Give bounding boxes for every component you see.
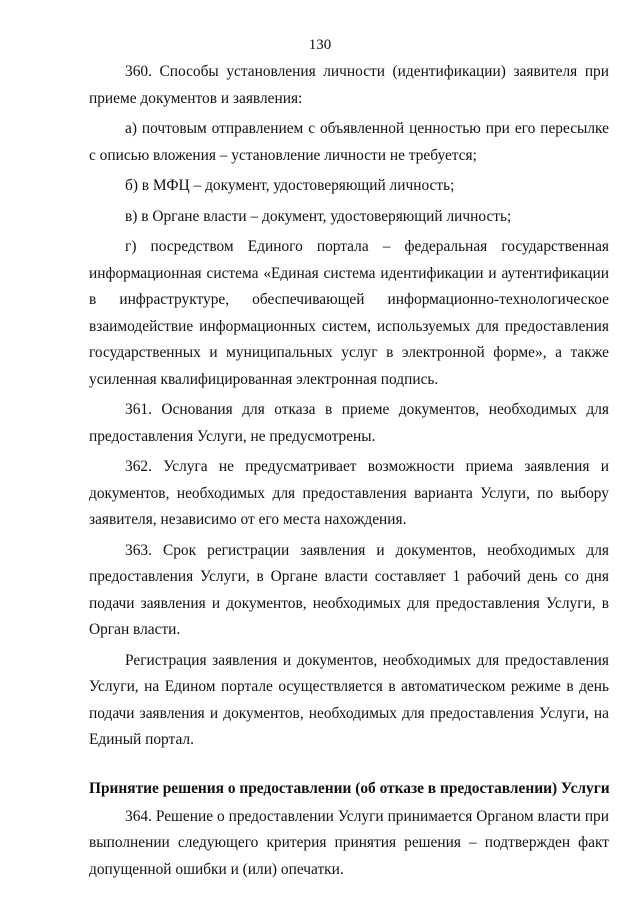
paragraph-360-c: в) в Органе власти – документ, удостоверяющий личность; (125, 207, 512, 225)
page-number: 130 (308, 37, 332, 53)
paragraph-363: 363. Срок регистрации заявления и документов, необходимых для предоставления Услуги, в Органе власти составляет 1 рабочий день со дня подачи заявления и документов, необходимых для предоставления Услуги, в Орган власти. (89, 541, 609, 638)
paragraph-363-registration: Регистрация заявления и документов, необходимых для предоставления Услуги, на Едином портале осуществляется в автоматическом режиме в день подачи заявления и документов, необходимых для предоставления Услуги, на Единый портал. (89, 651, 609, 748)
paragraph-360-d: г) посредством Единого портала – федеральная государственная информационная система «Единая система идентификации и аутентификации в инфраструктуре, обеспечивающей информационно-технологическое взаимодействие информационных систем, используемых для предоставления государственных и муниципальных услуг в электронной форме», а также усиленная квалифицированная электронная подпись. (89, 238, 609, 388)
paragraph-364: 364. Решение о предоставлении Услуги принимается Органом власти при выполнении следующего критерия принятия решения – подтвержден факт допущенной ошибки и (или) опечатки. (89, 807, 609, 878)
section-heading: Принятие решения о предоставлении (об отказе в предоставлении) Услуги (89, 779, 610, 797)
paragraph-360-a: а) почтовым отправлением с объявленной ценностью при его пересылке с описью вложения – установление личности не требуется; (89, 120, 609, 164)
paragraph-360: 360. Способы установления личности (идентификации) заявителя при приеме документов и заявления: (89, 63, 609, 107)
paragraph-360-b: б) в МФЦ – документ, удостоверяющий личность; (125, 177, 455, 194)
paragraph-361: 361. Основания для отказа в приеме документов, необходимых для предоставления Услуги, не предусмотрены. (89, 401, 609, 445)
document-body (89, 59, 609, 883)
paragraph-362: 362. Услуга не предусматривает возможности приема заявления и документов, необходимых для предоставления варианта Услуги, по выбору заявителя, независимо от его места нахождения. (89, 458, 609, 528)
